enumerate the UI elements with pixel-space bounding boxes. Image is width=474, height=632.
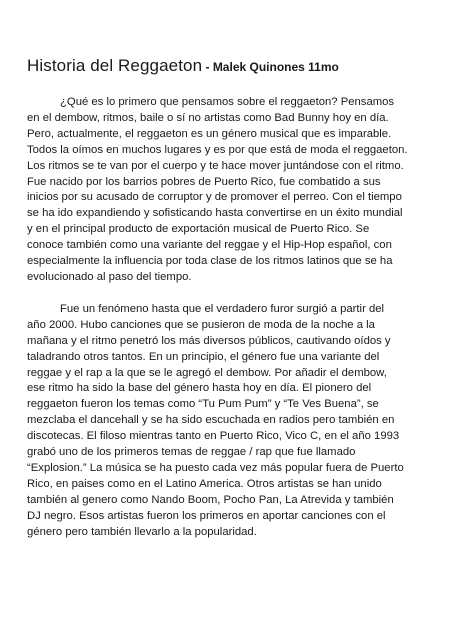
paragraph-line: Los ritmos se te van por el cuerpo y te hace mover juntándose con el ritmo. <box>27 159 404 172</box>
paragraph-line: DJ negro. Esos artistas fueron los primeros en aportar canciones con el <box>27 509 386 522</box>
paragraph-line: Todos la oímos en muchos lugares y es por que está de moda el reggaeton. <box>27 143 408 156</box>
paragraph-line: “Explosion.” La música se ha puesto cada vez más popular fuera de Puerto <box>27 461 404 474</box>
paragraph-line: también al genero como Nando Boom, Pocho Pan, La Atrevida y también <box>27 493 394 506</box>
paragraph-line: se ha ido expandiendo y sofisticando hasta convertirse en un éxito mundial <box>27 207 403 220</box>
paragraph-line: taladrando otros tantos. En un principio, el género fue una variante del <box>27 350 380 363</box>
author-name: Malek Quinones 11mo <box>212 60 339 74</box>
paragraph-1 <box>27 95 448 286</box>
paragraph-line: reggaeton fueron los temas como “Tu Pum Pum” y “Te Ves Buena”, se <box>27 398 379 411</box>
paragraph-line: Rico, en paises como en el Latino America. Otros artistas se han unido <box>27 477 382 490</box>
paragraph-line: mezclaba el dancehall y se ha sido escuchada en radios pero también en <box>27 414 395 427</box>
paragraph-line: mañana y el ritmo penetró los más diversos públicos, cautivando oídos y <box>27 334 391 347</box>
paragraph-line: y en el principal producto de exportación musical de Puerto Rico. Se <box>27 223 370 236</box>
paragraph-line: en el dembow, ritmos, baile o sí no artistas como Bad Bunny hoy en día. <box>27 111 389 124</box>
paragraph-line: discotecas. El filoso mientras tanto en Puerto Rico, Vico C, en el año 1993 <box>27 430 400 443</box>
paragraph-line: Fue un fenómeno hasta que el verdadero furor surgió a partir del <box>60 302 385 315</box>
title-separator: - <box>202 60 213 74</box>
paragraph-2 <box>27 302 448 541</box>
paragraph-gap <box>27 286 448 302</box>
paragraph-line: reggae y el rap a la que se le agregó el dembow. Por añadir el dembow, <box>27 366 387 379</box>
title-line <box>27 56 448 77</box>
paragraph-line: evolucionado al paso del tiempo. <box>27 270 192 283</box>
document-title: Historia del Reggaeton <box>27 56 203 75</box>
paragraph-line: género pero también llevarlo a la popularidad. <box>27 525 257 538</box>
paragraph-line: especialmente la influencia por toda clase de los ritmos latinos que se ha <box>27 255 393 268</box>
paragraph-line: grabó uno de los primeros temas de reggae / rap que fue llamado <box>27 446 356 459</box>
paragraph-line: inicios por su acusado de corruptor y de promover el perreo. Con el tiempo <box>27 191 402 204</box>
paragraph-line: ¿Qué es lo primero que pensamos sobre el reggaeton? Pensamos <box>60 96 395 108</box>
paragraph-line: año 2000. Hubo canciones que se pusieron de moda de la noche a la <box>27 318 375 331</box>
paragraph-line: ese ritmo ha sido la base del género hasta hoy en día. El pionero del <box>27 382 372 395</box>
paragraph-line: Fue nacido por los barrios pobres de Puerto Rico, fue combatido a sus <box>27 175 381 188</box>
paragraph-line: Pero, actualmente, el reggaeton es un género musical que es imparable. <box>27 127 392 140</box>
paragraph-line: conoce también como una variante del reggae y el Hip-Hop español, con <box>27 239 392 252</box>
